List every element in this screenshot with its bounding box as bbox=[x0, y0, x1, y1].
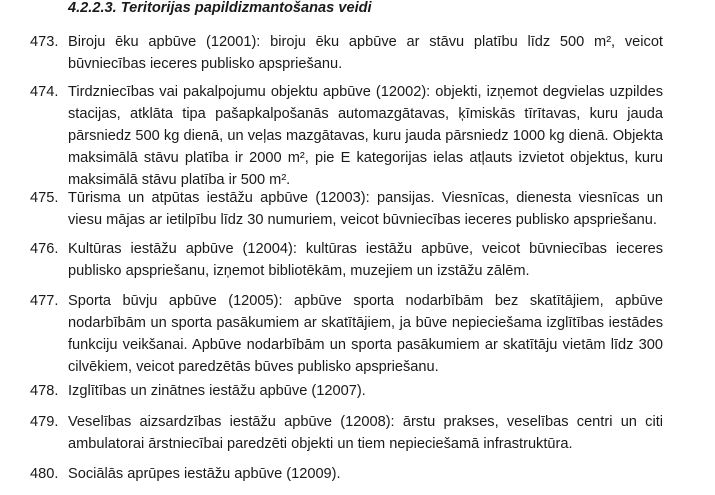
item-number: 474. bbox=[30, 84, 59, 100]
item-number: 478. bbox=[30, 383, 59, 399]
item-number: 476. bbox=[30, 241, 59, 257]
item-number: 480. bbox=[30, 466, 59, 482]
item-text: Izglītības un zinātnes iestāžu apbūve (12007). bbox=[68, 383, 366, 399]
item-number: 477. bbox=[30, 293, 59, 309]
section-heading: 4.2.2.3. Teritorijas papildizmantošanas veidi bbox=[68, 0, 372, 16]
item-number: 473. bbox=[30, 34, 59, 50]
item-text: Sporta būvju apbūve (12005): apbūve sporta nodarbībām bez skatītājiem, apbūve nodarbībām un sporta pasākumiem ar skatītājiem, ja būve nepieciešama izglītības iestādes funkciju veikšanai. Apbūve nodarbībām un sporta pasākumiem ar skatītāju vietām līdz 300 cilvēkiem, veicot paredzētās būves publisko apspriešanu. bbox=[68, 293, 663, 375]
item-text: Veselības aizsardzības iestāžu apbūve (12008): ārstu prakses, veselības centri un citi ambulatorai ārstniecībai paredzēti objekti un tiem nepieciešamā infrastruktūra. bbox=[68, 414, 663, 452]
item-number: 475. bbox=[30, 190, 59, 206]
item-number: 479. bbox=[30, 414, 59, 430]
item-text: Biroju ēku apbūve (12001): biroju ēku apbūve ar stāvu platību līdz 500 m², veicot būvniecības ieceres publisko apspriešanu. bbox=[68, 34, 663, 72]
item-text: Tūrisma un atpūtas iestāžu apbūve (12003): pansijas. Viesnīcas, dienesta viesnīcas un viesu mājas ar ietilpību līdz 30 numuriem, veicot būvniecības ieceres publisko apspriešanu. bbox=[68, 190, 663, 228]
item-text: Tirdzniecības vai pakalpojumu objektu apbūve (12002): objekti, izņemot degvielas uzpildes stacijas, atklāta tipa pašapkalpošanās automazgātavas, ķīmiskās tīrītavas, kuru jauda pārsniedz 500 kg dienā, un veļas mazgātavas, kuru jauda pārsniedz 1000 kg dienā. Objekta maksimālā stāvu platība ir 2000 m², pie E kategorijas ielas atļauts izvietot objektus, kuru maksimālā stāvu platība ir 500 m². bbox=[68, 84, 663, 188]
item-text: Kultūras iestāžu apbūve (12004): kultūras iestāžu apbūve, veicot būvniecības ieceres publisko apspriešanu, izņemot bibliotēkām, muzejiem un izstāžu zālēm. bbox=[68, 241, 663, 279]
item-text: Sociālās aprūpes iestāžu apbūve (12009). bbox=[68, 466, 341, 482]
